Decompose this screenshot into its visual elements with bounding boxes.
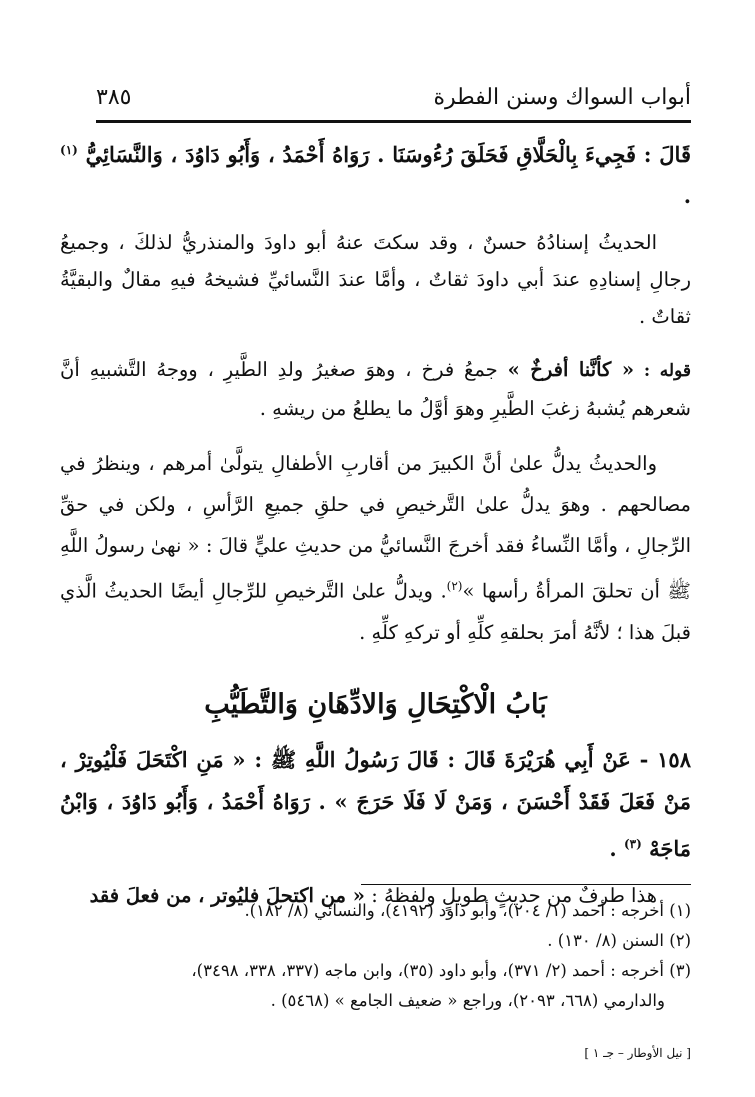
qawl-quote: « كأنَّنا أفرخٌ »	[507, 358, 635, 381]
footnote-ref: (٣)	[623, 836, 642, 851]
page-footer: [ نيل الأوطار – جـ ١ ]	[584, 1046, 691, 1060]
footnote-1: (١) أخرجه : أحمد (١/ ٢٠٤)، وأبو داود (٤١٩٢)، والنسائي (٨/ ١٨٢).	[244, 901, 691, 920]
paragraph-end: .	[683, 183, 691, 208]
paragraph-text: جمعُ فرخ ، وهوَ صغيرُ ولدِ الطَّيرِ ، ووجهُ التَّشبيهِ أنَّ شعرهم يُشبهُ زغبَ الطَّيرِ وهوَ أوَّلُ ما يطلعُ من ريشهِ .	[60, 358, 691, 420]
footnote-ref: (٢)	[446, 579, 463, 593]
hadith-end: .	[609, 835, 617, 861]
paragraph-hadith-end	[60, 130, 691, 216]
quote-text: « من اكتحلَ فليُوتر ، من فعلَ فقد	[89, 883, 365, 907]
paragraph-text: قَالَ : فَجِيءَ بِالْحَلَّاقِ فَحَلَقَ رُءُوسَنَا . رَوَاهُ أَحْمَدُ ، وَأَبُو دَاوُدَ ، وَالنَّسَائِيُّ	[85, 142, 691, 167]
paragraph-end: . ويدلُّ علىٰ التَّرخيصِ للرِّجالِ أيضًا الحديثُ الَّذي قبلَ هذا ؛ لأنَّهُ أمرَ بحلقهِ كلِّهِ أو تركهِ كلِّهِ .	[60, 579, 691, 644]
main-text	[60, 128, 691, 916]
footnote-rule	[361, 884, 691, 885]
hadith-text: ١٥٨ - عَنْ أَبِي هُرَيْرَةَ قَالَ : قَالَ رَسُولُ اللَّهِ ﷺ : « مَنِ اكْتَحَلَ فَلْيُوتِرْ ، مَنْ فَعَلَ فَقَدْ أَحْسَنَ ، وَمَنْ لَا فَلَا حَرَجَ » . رَوَاهُ أَحْمَدُ ، وَأَبُو دَاوُدَ ، وَابْنُ مَاجَهْ	[60, 746, 691, 861]
paragraph-qawl	[60, 351, 691, 427]
running-title: أبواب السواك وسنن الفطرة	[433, 85, 691, 110]
paragraph-isnad: الحديثُ إسنادُهُ حسنٌ ، وقد سكتَ عنهُ أبو داودَ والمنذريُّ لذلكَ ، وجميعُ رجالِ إسنادِهِ عندَ أبي داودَ ثقاتٌ ، وأمَّا عندَ النَّسائيِّ فشيخهُ فيهِ مقالٌ والبقيَّةُ ثقاتٌ .	[60, 231, 691, 328]
footnote-3-continued: والدارمي (٦٦٨، ٢٠٩٣)، وراجع « ضعيف الجامع » (٥٤٦٨) .	[270, 991, 665, 1010]
header-rule	[96, 120, 691, 123]
paragraph-text: والحديثُ يدلُّ علىٰ أنَّ الكبيرَ من أقاربِ الأطفالِ يتولَّىٰ أمرهم ، وينظرُ في مصالحهم . وهوَ يدلُّ علىٰ التَّرخيصِ في حلقِ جميعِ الرَّأسِ ، ولكن في حقِّ الرِّجالِ ، وأمَّا النِّساءُ فقد أخرجَ النَّسائيُّ من حديثِ عليٍّ قالَ : « نهىٰ رسولُ اللَّهِ ﷺ أن تحلقَ المرأةُ رأسها »	[60, 452, 691, 603]
footnote-2: (٢) السنن (٨/ ١٣٠) .	[547, 931, 691, 950]
hadith-158	[60, 739, 691, 870]
chapter-title: بَابُ الْاكْتِحَالِ وَالادِّهَانِ وَالتَّطَيُّبِ	[204, 688, 547, 720]
footnotes	[60, 896, 691, 1016]
qawl-label: قوله :	[643, 361, 691, 381]
footnote-ref: (١)	[60, 143, 78, 157]
paragraph-text: هذا طرفٌ من حديثٍ طويلٍ ولفظهُ :	[371, 883, 657, 907]
footnote-3: (٣) أخرجه : أحمد (٢/ ٣٧١)، وأبو داود (٣٥)، وابن ماجه (٣٣٧، ٣٣٨، ٣٤٩٨)،	[191, 961, 691, 980]
page-header	[96, 76, 691, 110]
page-number: ٣٨٥	[96, 85, 132, 110]
paragraph-commentary	[60, 443, 691, 653]
